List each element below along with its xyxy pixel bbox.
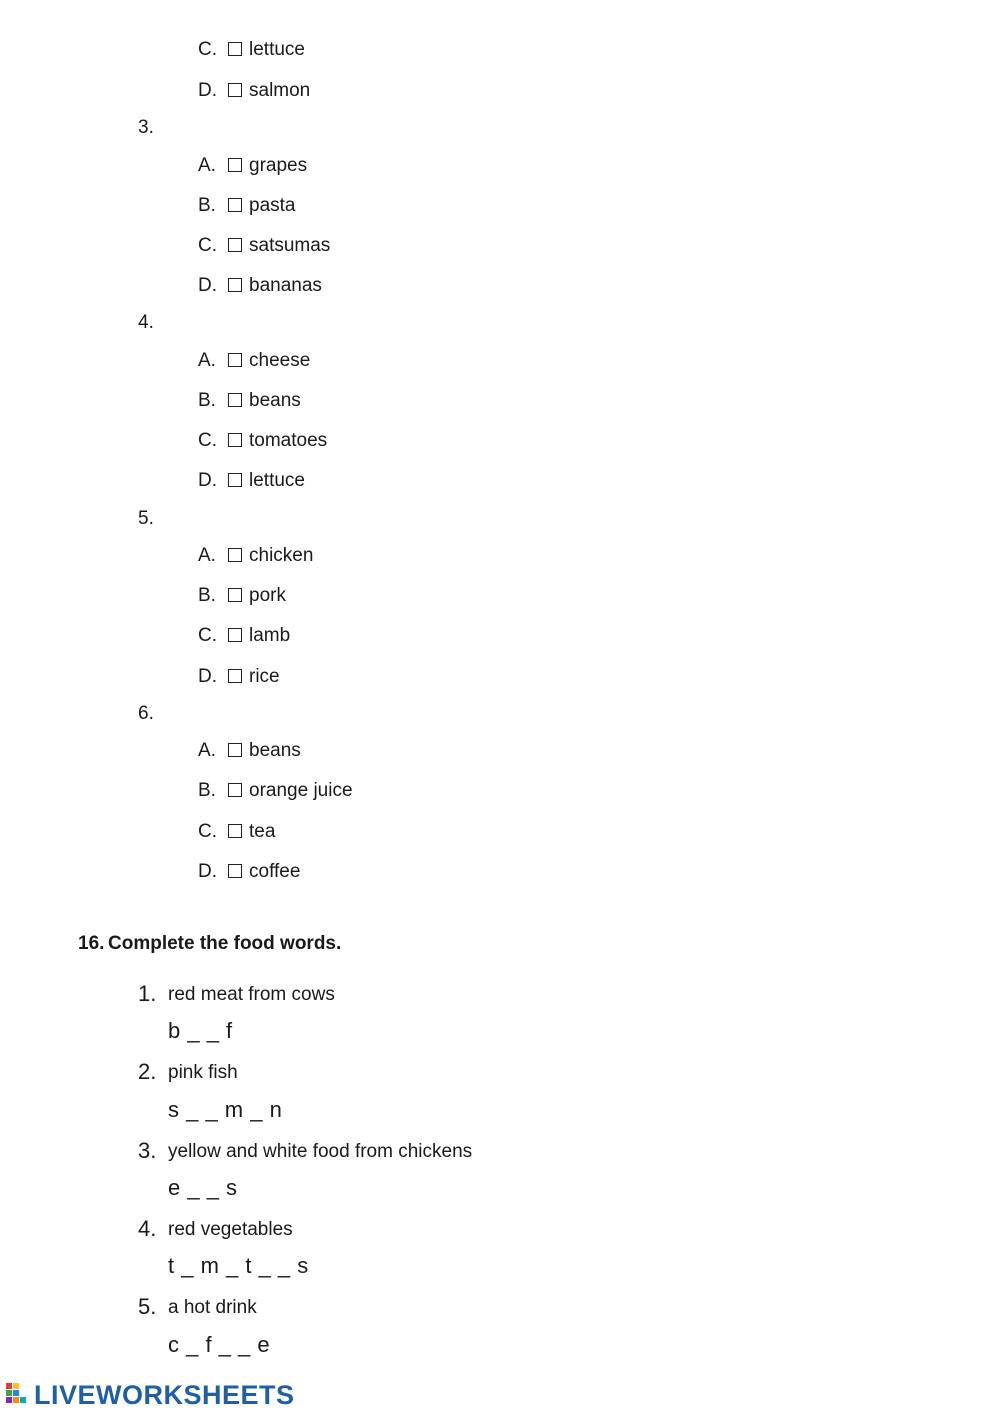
option-letter: A. xyxy=(198,350,216,371)
option-text: cheese xyxy=(249,350,311,371)
option-q5-c[interactable] xyxy=(198,625,290,647)
section-title-text: Complete the food words. xyxy=(108,933,342,954)
section-title xyxy=(78,933,341,955)
gap-word-input[interactable]: t _ m _ t _ _ s xyxy=(168,1253,309,1278)
checkbox[interactable] xyxy=(228,864,242,878)
checkbox[interactable] xyxy=(228,198,242,212)
option-letter: C. xyxy=(198,39,217,60)
option-text: salmon xyxy=(249,80,311,101)
question-number-5: 5. xyxy=(138,508,154,529)
option-q6-d[interactable] xyxy=(198,861,300,883)
checkbox[interactable] xyxy=(228,393,242,407)
liveworksheets-logo[interactable] xyxy=(6,1380,295,1411)
option-letter: A. xyxy=(198,155,216,176)
question-number-3: 3. xyxy=(138,117,154,138)
option-letter: C. xyxy=(198,235,217,256)
checkbox[interactable] xyxy=(228,158,242,172)
option-letter: A. xyxy=(198,740,216,761)
item-clue: red meat from cows xyxy=(168,984,335,1005)
option-letter: C. xyxy=(198,430,217,451)
item-number: 4. xyxy=(138,1216,157,1241)
item-number: 3. xyxy=(138,1138,157,1163)
option-text: beans xyxy=(249,390,301,411)
option-letter: B. xyxy=(198,195,216,216)
gap-word-input[interactable]: e _ _ s xyxy=(168,1175,238,1200)
gap-word-input[interactable]: s _ _ m _ n xyxy=(168,1097,283,1122)
option-q6-b[interactable] xyxy=(198,780,353,802)
item-clue: pink fish xyxy=(168,1062,238,1083)
liveworksheets-logo-icon xyxy=(6,1383,32,1407)
gap-word-input[interactable]: c _ f _ _ e xyxy=(168,1332,271,1357)
checkbox[interactable] xyxy=(228,588,242,602)
option-q6-a[interactable] xyxy=(198,740,301,762)
checkbox[interactable] xyxy=(228,42,242,56)
option-q2-c[interactable] xyxy=(198,39,305,61)
option-letter: D. xyxy=(198,666,217,687)
item-clue: a hot drink xyxy=(168,1297,257,1318)
option-text: tomatoes xyxy=(249,430,328,451)
checkbox[interactable] xyxy=(228,743,242,757)
option-text: beans xyxy=(249,740,301,761)
option-q3-c[interactable] xyxy=(198,235,330,257)
option-text: pork xyxy=(249,585,286,606)
option-text: rice xyxy=(249,666,280,687)
gap-word-input[interactable]: b _ _ f xyxy=(168,1018,233,1043)
checkbox[interactable] xyxy=(228,83,242,97)
option-q3-b[interactable] xyxy=(198,195,295,217)
option-letter: B. xyxy=(198,780,216,801)
option-text: lettuce xyxy=(249,39,305,60)
option-q4-c[interactable] xyxy=(198,430,327,452)
option-q5-d[interactable] xyxy=(198,666,280,688)
item-number: 5. xyxy=(138,1294,157,1319)
option-letter: D. xyxy=(198,861,217,882)
option-q3-d[interactable] xyxy=(198,275,322,297)
option-text: lettuce xyxy=(249,470,305,491)
option-text: orange juice xyxy=(249,780,353,801)
option-letter: D. xyxy=(198,275,217,296)
option-q4-a[interactable] xyxy=(198,350,310,372)
option-q6-c[interactable] xyxy=(198,821,275,843)
option-text: pasta xyxy=(249,195,296,216)
option-q5-b[interactable] xyxy=(198,585,286,607)
section-number: 16. xyxy=(78,933,105,954)
checkbox[interactable] xyxy=(228,783,242,797)
option-q3-a[interactable] xyxy=(198,155,307,177)
option-q4-d[interactable] xyxy=(198,470,305,492)
item-clue: red vegetables xyxy=(168,1219,293,1240)
item-clue: yellow and white food from chickens xyxy=(168,1141,473,1162)
option-letter: C. xyxy=(198,821,217,842)
option-text: lamb xyxy=(249,625,291,646)
checkbox[interactable] xyxy=(228,669,242,683)
option-letter: B. xyxy=(198,585,216,606)
checkbox[interactable] xyxy=(228,473,242,487)
option-text: bananas xyxy=(249,275,322,296)
option-q4-b[interactable] xyxy=(198,390,301,412)
question-number-4: 4. xyxy=(138,312,154,333)
question-number-6: 6. xyxy=(138,703,154,724)
item-number: 2. xyxy=(138,1059,157,1084)
option-text: tea xyxy=(249,821,276,842)
option-q5-a[interactable] xyxy=(198,545,313,567)
option-text: coffee xyxy=(249,861,301,882)
checkbox[interactable] xyxy=(228,548,242,562)
option-text: satsumas xyxy=(249,235,331,256)
checkbox[interactable] xyxy=(228,353,242,367)
checkbox[interactable] xyxy=(228,628,242,642)
option-letter: D. xyxy=(198,470,217,491)
option-letter: A. xyxy=(198,545,216,566)
logo-text: LIVEWORKSHEETS xyxy=(34,1380,295,1410)
item-number: 1. xyxy=(138,981,157,1006)
option-letter: C. xyxy=(198,625,217,646)
checkbox[interactable] xyxy=(228,824,242,838)
checkbox[interactable] xyxy=(228,433,242,447)
option-letter: D. xyxy=(198,80,217,101)
option-q2-d[interactable] xyxy=(198,80,310,102)
option-letter: B. xyxy=(198,390,216,411)
option-text: grapes xyxy=(249,155,308,176)
checkbox[interactable] xyxy=(228,238,242,252)
checkbox[interactable] xyxy=(228,278,242,292)
option-text: chicken xyxy=(249,545,314,566)
